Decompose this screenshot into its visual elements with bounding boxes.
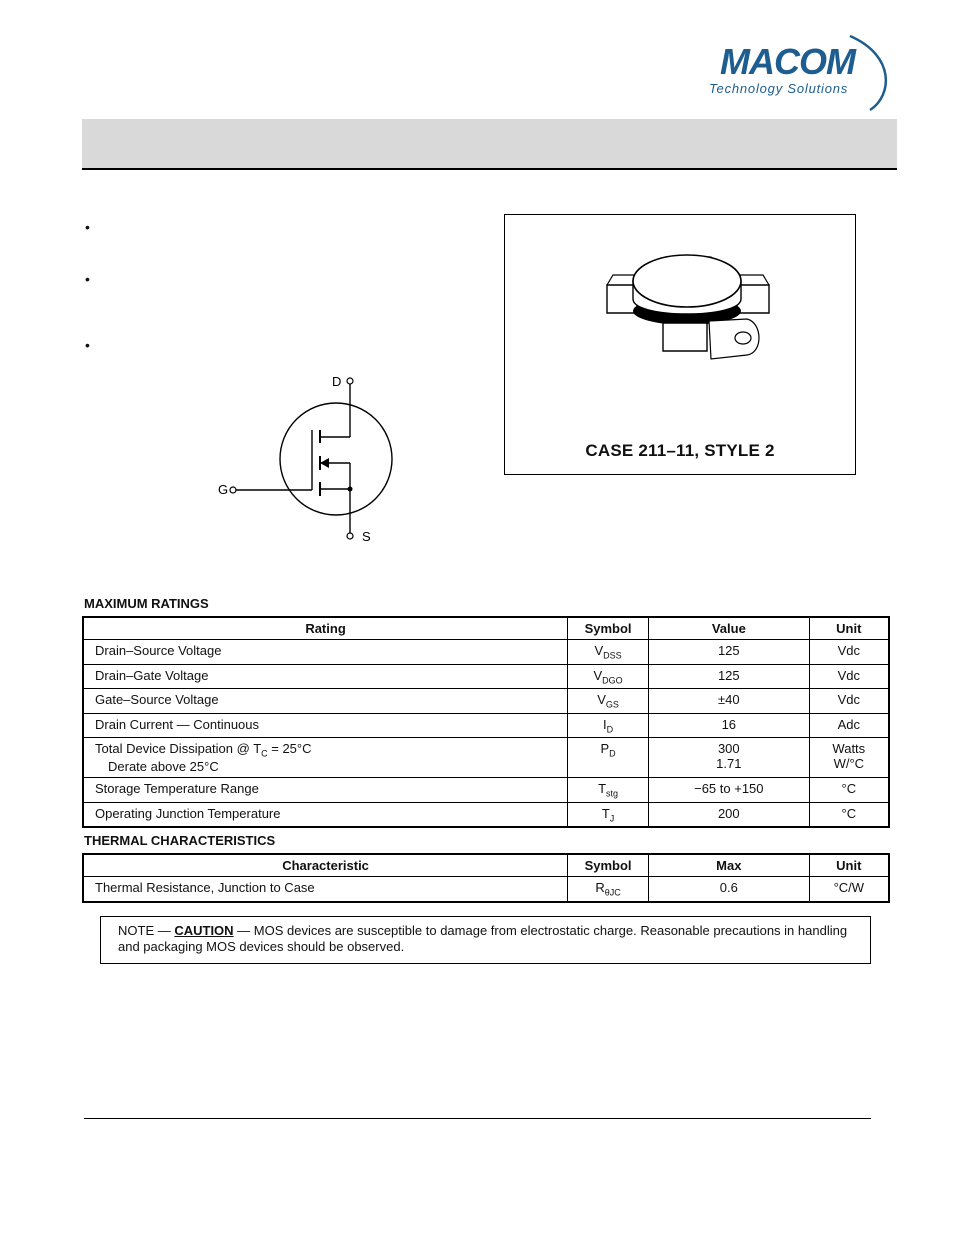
max-ratings-title: MAXIMUM RATINGS [84,596,209,611]
value-cell: −65 to +150 [649,777,810,802]
symbol-cell: $P_D$ [568,738,649,778]
characteristic-cell: Thermal Resistance, Junction to Case [83,877,568,902]
footer-divider [84,1118,871,1119]
value-cell: 16 [649,713,810,738]
column-header: Max [649,854,810,877]
rating-cell: Drain Current — Continuous [83,713,568,738]
symbol-cell: $V_{DSS}$ [568,640,649,665]
unit-cell: Vdc [809,664,889,689]
table-row [83,689,889,714]
column-header: Value [649,617,810,640]
unit-cell: °C [809,777,889,802]
source-label: S [362,529,371,544]
rating-cell: Operating Junction Temperature [83,802,568,827]
value-cell: 200 [649,802,810,827]
package-drawing [599,243,779,363]
note-prefix: NOTE — [118,923,175,938]
thermal-title: THERMAL CHARACTERISTICS [84,833,276,848]
value-cell: 125 [649,664,810,689]
symbol-cell: $V_{GS}$ [568,689,649,714]
value-cell: 125 [649,640,810,665]
max-cell: 0.6 [649,877,810,902]
title-banner [82,119,897,170]
rating-cell: Drain–Gate Voltage [83,664,568,689]
svg-text:Technology Solutions: Technology Solutions [709,81,849,96]
mosfet-schematic [210,370,400,550]
symbol-cell: $T_J$ [568,802,649,827]
column-header: Symbol [568,854,649,877]
column-header: Symbol [568,617,649,640]
feature-bullet: • [85,271,90,287]
column-header: Characteristic [83,854,568,877]
table-row [83,802,889,827]
gate-label: G [218,482,229,497]
table-row [83,777,889,802]
unit-cell: Adc [809,713,889,738]
caution-label: CAUTION [174,923,234,938]
drain-label: D [332,374,342,389]
case-outline-figure [504,214,856,475]
unit-cell: Watts W/°C [809,738,889,778]
thermal-table [82,853,890,903]
column-header: Unit [809,854,889,877]
case-label: CASE 211–11, STYLE 2 [585,441,775,460]
value-cell: 300 1.71 [649,738,810,778]
table-row [83,877,889,902]
rating-cell: Storage Temperature Range [83,777,568,802]
unit-cell: Vdc [809,689,889,714]
unit-cell: °C [809,802,889,827]
macom-logo [700,30,890,112]
table-header-row [83,617,889,640]
value-cell: ±40 [649,689,810,714]
table-header-row [83,854,889,877]
svg-text:MACOM: MACOM [720,41,855,82]
unit-cell: Vdc [809,640,889,665]
symbol-cell: $I_D$ [568,713,649,738]
table-row [83,664,889,689]
max-ratings-table [82,616,890,828]
symbol-cell: $T_{stg}$ [568,777,649,802]
table-row [83,713,889,738]
symbol-cell: $R_{\theta JC}$ [568,877,649,902]
column-header: Rating [83,617,568,640]
table-row [83,738,889,778]
table-row [83,640,889,665]
rating-cell: Drain–Source Voltage [83,640,568,665]
rating-cell: Total Device Dissipation @ $T_C = 25^\circ C$ Derate above 25°C [83,738,568,778]
note-text: — MOS devices are susceptible to damage from electrostatic charge. Reasonable precautions in handling and packaging MOS devices should be observed. [118,923,848,954]
column-header: Unit [809,617,889,640]
caution-note [100,916,871,964]
feature-bullet: • [85,219,90,235]
feature-bullet: • [85,337,90,353]
rating-cell: Gate–Source Voltage [83,689,568,714]
unit-cell: °C/W [809,877,889,902]
symbol-cell: $V_{DGO}$ [568,664,649,689]
